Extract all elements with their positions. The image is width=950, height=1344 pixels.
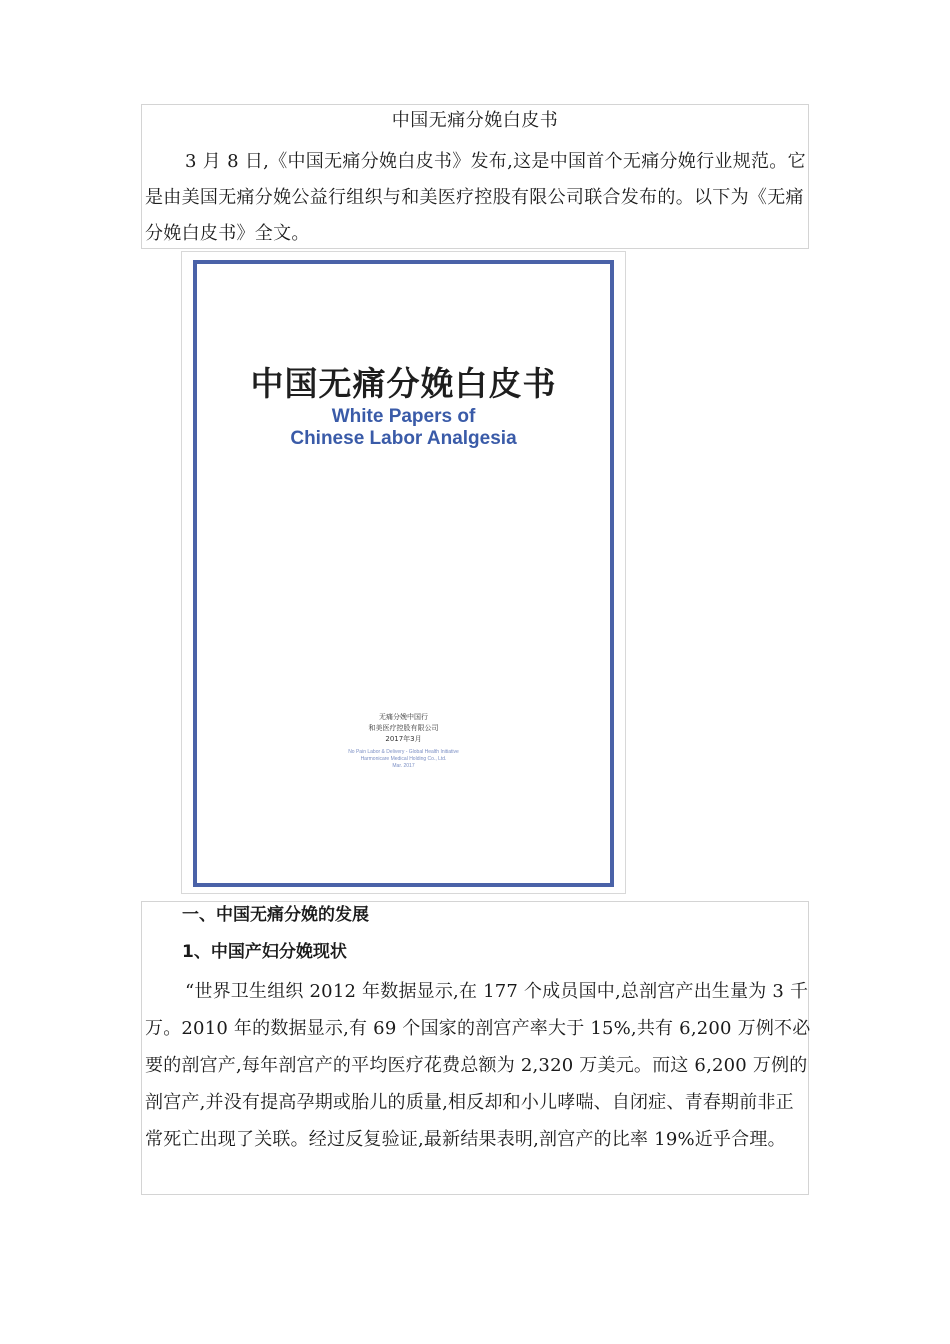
cover-org-line1: 无痛分娩中国行 — [379, 713, 428, 721]
cover-publisher — [197, 712, 610, 745]
intro-paragraph: 3 月 8 日,《中国无痛分娩白皮书》发布,这是中国首个无痛分娩行业规范。它是由美国无痛分娩公益行组织与和美医疗控股有限公司联合发布的。以下为《无痛分娩白皮书》全文。 — [145, 151, 806, 244]
cover-org-en-line1: No Pain Labor & Delivery - Global Health Initiative — [348, 749, 459, 755]
cover-title-en-line1: White Papers of — [331, 406, 476, 427]
section-box — [141, 901, 809, 1195]
cover-title-cn: 中国无痛分娩白皮书 — [250, 364, 557, 403]
cover-frame — [193, 260, 614, 887]
cover-publisher-en — [197, 749, 610, 770]
cover-org-line3: 2017年3月 — [385, 735, 422, 743]
cover-image — [181, 251, 626, 894]
section-paragraph: “世界卫生组织 2012 年数据显示,在 177 个成员国中,总剖宫产出生量为 3 千万。2010 年的数据显示,有 69 个国家的剖宫产率大于 15%,共有 6,200 万例不必要的剖宫产,每年剖宫产的平均医疗花费总额为 2,320 万美元。而这 6,200 万例的剖宫产,并没有提高孕期或胎儿的质量,相反却和小儿哮喘、自闭症、青春期前非正常死亡出现了关联。经过反复验证,最新结果表明,剖宫产的比率 19%近乎合理。 — [145, 981, 811, 1150]
cover-org-line2: 和美医疗控股有限公司 — [368, 724, 439, 732]
cover-title-en — [197, 406, 610, 450]
subsection-heading: 1、中国产妇分娩现状 — [182, 942, 347, 962]
document-title: 中国无痛分娩白皮书 — [391, 110, 559, 131]
cover-title-en-line2: Chinese Labor Analgesia — [290, 428, 517, 449]
cover-org-en-line3: Mar. 2017 — [392, 763, 415, 769]
section-heading: 一、中国无痛分娩的发展 — [182, 905, 369, 925]
cover-org-en-line2: Harmonicare Medical Holding Co., Ltd. — [360, 756, 447, 762]
intro-box — [141, 104, 809, 249]
